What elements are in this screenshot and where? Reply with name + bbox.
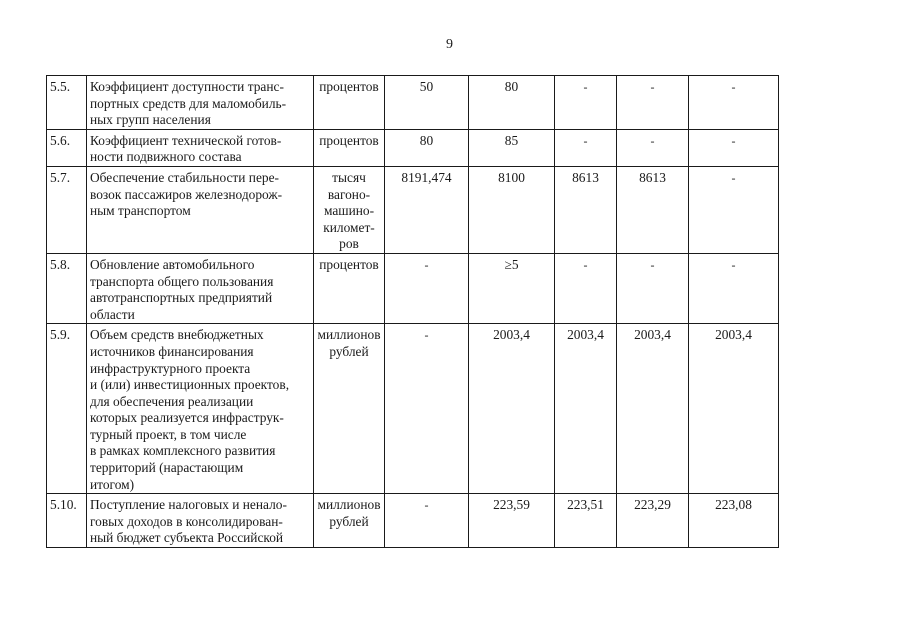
table-row <box>47 494 779 548</box>
indicator-name: Объем средств внебюджетных источников финансирования инфраструктурного проекта и (или) инвестиционных проектов, для обеспечения реализации которых реализуется инфраструк- турный проект, в том числе в рамках комплексного развития территорий (нарастающим итогом) <box>87 324 314 494</box>
value-cell: - <box>555 129 617 166</box>
table-row <box>47 129 779 166</box>
value-cell: - <box>689 253 779 323</box>
value-cell: - <box>555 76 617 130</box>
value-cell: 80 <box>469 76 555 130</box>
table-row <box>47 166 779 253</box>
value-cell: - <box>385 253 469 323</box>
unit-cell: процентов <box>314 253 385 323</box>
value-cell: - <box>689 166 779 253</box>
indicator-name: Обеспечение стабильности пере- возок пассажиров железнодорож- ным транспортом <box>87 166 314 253</box>
value-cell: - <box>689 76 779 130</box>
value-cell: 223,59 <box>469 494 555 548</box>
value-cell: 2003,4 <box>469 324 555 494</box>
table-row <box>47 253 779 323</box>
value-cell: 223,08 <box>689 494 779 548</box>
row-number: 5.5. <box>47 76 87 130</box>
value-cell: - <box>617 129 689 166</box>
indicators-table <box>46 75 779 548</box>
value-cell: - <box>555 253 617 323</box>
indicator-name: Коэффициент доступности транс- портных средств для маломобиль- ных групп населения <box>87 76 314 130</box>
row-number: 5.9. <box>47 324 87 494</box>
value-cell: 8613 <box>555 166 617 253</box>
value-cell: - <box>617 76 689 130</box>
value-cell: - <box>385 494 469 548</box>
table-row <box>47 324 779 494</box>
row-number: 5.7. <box>47 166 87 253</box>
indicator-name: Коэффициент технической готов- ности подвижного состава <box>87 129 314 166</box>
value-cell: 8613 <box>617 166 689 253</box>
row-number: 5.8. <box>47 253 87 323</box>
unit-cell: тысяч вагоно- машино- километ- ров <box>314 166 385 253</box>
row-number: 5.10. <box>47 494 87 548</box>
value-cell: - <box>617 253 689 323</box>
value-cell: - <box>385 324 469 494</box>
table-row <box>47 76 779 130</box>
indicator-name: Обновление автомобильного транспорта общего пользования автотранспортных предприятий области <box>87 253 314 323</box>
value-cell: 2003,4 <box>689 324 779 494</box>
unit-cell: миллионов рублей <box>314 324 385 494</box>
unit-cell: миллионов рублей <box>314 494 385 548</box>
value-cell: ≥5 <box>469 253 555 323</box>
value-cell: - <box>689 129 779 166</box>
unit-cell: процентов <box>314 129 385 166</box>
page-number: 9 <box>446 37 453 52</box>
value-cell: 80 <box>385 129 469 166</box>
unit-cell: процентов <box>314 76 385 130</box>
value-cell: 2003,4 <box>617 324 689 494</box>
indicator-name: Поступление налоговых и ненало- говых доходов в консолидирован- ный бюджет субъекта Российской <box>87 494 314 548</box>
value-cell: 223,29 <box>617 494 689 548</box>
value-cell: 85 <box>469 129 555 166</box>
value-cell: 50 <box>385 76 469 130</box>
value-cell: 2003,4 <box>555 324 617 494</box>
value-cell: 8100 <box>469 166 555 253</box>
value-cell: 223,51 <box>555 494 617 548</box>
value-cell: 8191,474 <box>385 166 469 253</box>
row-number: 5.6. <box>47 129 87 166</box>
